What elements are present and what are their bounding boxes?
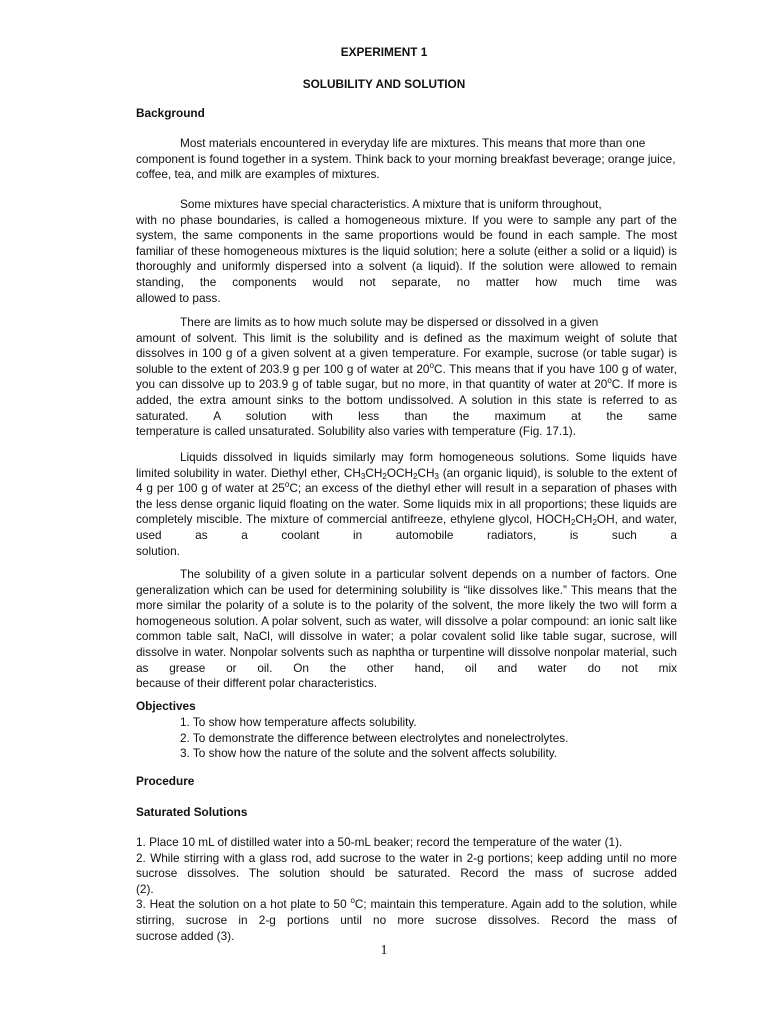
experiment-number: EXPERIMENT 1: [340, 45, 428, 59]
objective-item: 3. To show how the nature of the solute and the solvent affects solubility.: [180, 746, 558, 761]
paragraph-text: amount of solvent. This limit is the solubility and is defined as the maximum weight of solute that dissolves in 100 g of a given solvent at a given temperature. For example, sucrose (or table sugar) is soluble to the extent of 203.9 g per 100 g of water at 20$^o$C. This means that if you have 100 g of water, you can dissolve up to 203.9 g of table sugar, but no more, in that quantity of water at 20$^o$C. If more is added, the extra amount sinks to the bottom undissolved. A solution in this state is referred to as saturated. A solution with less than the maximum at the same: [136, 330, 677, 423]
paragraph-line: Some mixtures have special characteristics. A mixture that is uniform throughout,: [180, 197, 602, 211]
paragraph-last-line: allowed to pass.: [136, 290, 221, 305]
objective-item: 1. To show how temperature affects solubility.: [180, 715, 417, 729]
paragraph-line: There are limits as to how much solute may be dispersed or dissolved in a given: [180, 315, 599, 329]
objective-item: 2. To demonstrate the difference between electrolytes and nonelectrolytes.: [180, 730, 569, 745]
background-paragraph-3: [136, 315, 677, 440]
paragraph-last-line: because of their different polar characteristics.: [136, 676, 378, 691]
page-number: 1: [380, 943, 388, 958]
procedure-step-1: 1. Place 10 mL of distilled water into a 50-mL beaker; record the temperature of the water (1).: [136, 835, 623, 849]
procedure-step-3: 3. Heat the solution on a hot plate to 50 $^o$C; maintain this temperature. Again add to the solution, while stirring, sucrose in 2-g portions until no more sucrose dissolves. Record the mass of: [136, 896, 678, 927]
procedure-heading: Procedure: [136, 774, 195, 788]
paragraph-text: Liquids dissolved in liquids similarly may form homogeneous solutions. Some liquids have limited solubility in water. Diethyl ether, $CH_3CH_2OCH_2CH_3$ (an organic liquid), is soluble to the extent of 4 g per 100 g of water at 25$^o$C; an excess of the diethyl ether will result in a separation of phases with the less dense organic liquid floating on the water. Some liquids mix in all proportions; these liquids are completely miscible. The mixture of commercial antifreeze, ethylene glycol, $HOCH_2CH_2OH$, and water, used as a coolant in automobile radiators, is such a: [136, 450, 678, 542]
paragraph-last-line: temperature is called unsaturated. Solubility also varies with temperature (Fig. 17.1).: [136, 424, 576, 439]
saturated-solutions-heading: Saturated Solutions: [136, 805, 248, 819]
procedure-step-2: 2. While stirring with a glass rod, add sucrose to the water in 2-g portions; keep adding until no more sucrose dissolves. The solution should be saturated. Record the mass of sucrose added: [136, 850, 677, 881]
paragraph-text: component is found together in a system. Think back to your morning breakfast beverage; orange juice, coffee, tea, and milk are examples of mixtures.: [136, 151, 676, 182]
background-paragraph-1: [136, 136, 677, 183]
background-paragraph-4: [136, 450, 677, 559]
objectives-list: [180, 715, 680, 762]
document-title: SOLUBILITY AND SOLUTION: [302, 77, 466, 91]
background-heading: Background: [136, 106, 205, 120]
paragraph-line: Most materials encountered in everyday life are mixtures. This means that more than one: [180, 136, 646, 150]
objectives-heading: Objectives: [136, 699, 196, 713]
procedure-step-2-end: (2).: [136, 881, 154, 896]
background-paragraph-2: [136, 197, 677, 306]
procedure-step-3-end: sucrose added (3).: [136, 928, 235, 943]
procedure-steps: [136, 835, 677, 944]
paragraph-last-line: solution.: [136, 543, 180, 558]
paragraph-text: The solubility of a given solute in a particular solvent depends on a number of factors. One generalization which can be used for determining solubility is “like dissolves like.” This means that the more similar the polarity of a solute is to the polarity of the solvent, the more likely the two will form a homogeneous solution. A polar solvent, such as water, will dissolve a polar compound: an ionic salt like common table salt, NaCl, will dissolve in water; a polar covalent solid like table sugar, sucrose, will dissolve in water. Nonpolar solvents such as naphtha or turpentine will dissolve nonpolar material, such as grease or oil. On the other hand, oil and water do not mix: [136, 567, 677, 675]
paragraph-text: with no phase boundaries, is called a homogeneous mixture. If you were to sample any part of the system, the same components in the same proportions would be found in each sample. The most familiar of these homogeneous mixtures is the liquid solution; here a solute (either a solid or a liquid) is thoroughly and uniformly dispersed into a solvent (a liquid). If the solution were allowed to remain standing, the components would not separate, no matter how much time was: [136, 212, 677, 289]
background-paragraph-5: [136, 567, 677, 692]
